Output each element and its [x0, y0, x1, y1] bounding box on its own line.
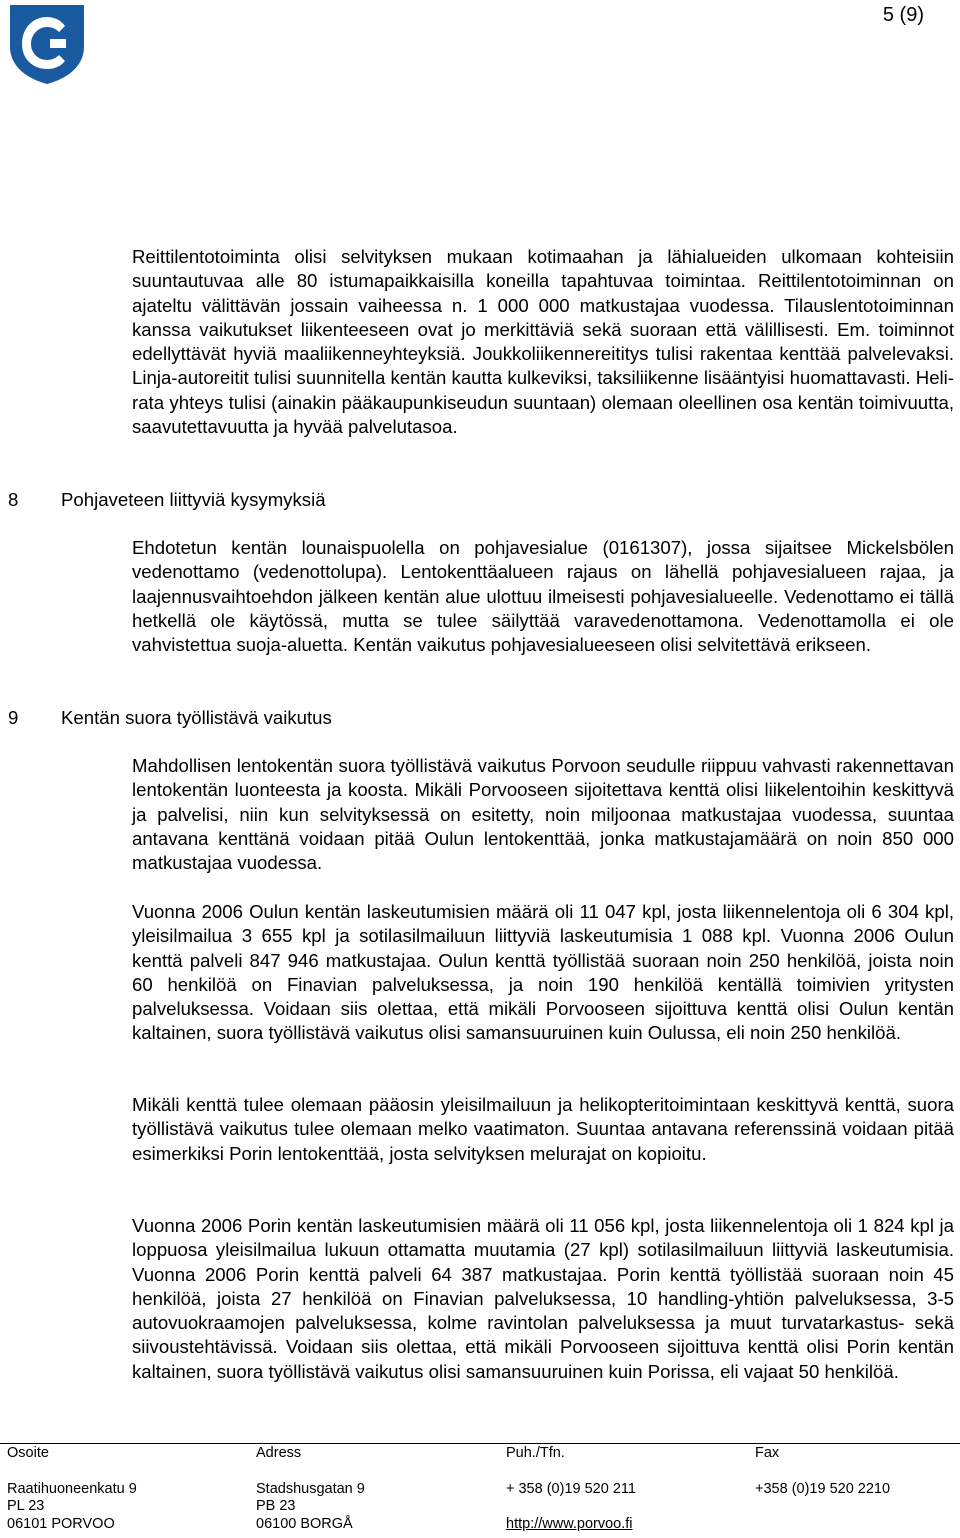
- document-header: [506, 28, 929, 102]
- footer-fax: Fax +358 (0)19 520 2210: [755, 1445, 891, 1497]
- paragraph-traffic: Reittilentotoiminta olisi selvityksen mukaan kotimaahan ja lähialueiden ulkomaan kohteisiin suuntautuvaa alle 80 istumapaikkaisilla koneilla tapahtuvaa toimintaa. Reittilentotoiminnan on ajateltu välittävän jossain vaiheessa n. 1 000 000 matkustajaa vuodessa. Tilauslentotoiminnan kanssa vaikutukset liikenteeseen ovat jo merkittäviä sekä suoraan että välillisesti. Em. toiminnot edellyttävät hyviä maaliikenneyhteyksiä. Joukkoliikennereititys tulisi rakentaa kenttää palvelevaksi. Linja-autoreitit tulisi suunnitella kentän kautta kulkeviksi, taksiliikenne lisääntyisi huomattavasti. Heli-rata yhteys tulisi (ainakin pääkaupunkiseudun suuntaan) olemaan oleellinen osa kentän toimivuutta, saavutettavuutta ja hyvää palvelutasoa.: [132, 246, 954, 438]
- paragraph-oulu: Vuonna 2006 Oulun kentän laskeutumisien määrä oli 11 047 kpl, josta liikennelentoja oli 6 304 kpl, yleisilmailua 3 655 kpl ja sotilasilmailuun liittyviä laskeutumisia 1 088 kpl. Vuonna 2006 Oulun kenttä palveli 847 946 matkustajaa. Oulun kenttä työllistää suoraan noin 250 henkilöä, joista noin 60 henkilöä on Finavian palveluksessa, ja noin 190 henkilöä kentällä toimivien yritysten palveluksessa. Voidaan siis olettaa, että mikäli Porvooseen sijoittuva kenttä olisi Oulun kentän kaltainen, suora työllistävä vaikutus olisi samansuuruinen kuin Oulussa, eli noin 250 henkilöä.: [132, 901, 954, 1044]
- section-number: 9: [8, 707, 19, 728]
- document-title: Lentokenttätyöryhmän lausuntoehdotus: [506, 29, 889, 51]
- footer-phone: Puh./Tfn. + 358 (0)19 520 211 http://www.porvoo.fi: [506, 1445, 636, 1532]
- footer-address-fi: Osoite Raatihuoneenkatu 9 PL 23 06101 PORVOO: [7, 1445, 137, 1532]
- paragraph-pori: Vuonna 2006 Porin kentän laskeutumisien määrä oli 11 056 kpl, josta liikennelentoja oli 1 824 kpl ja loppuosa yleisilmailua lukuun ottamatta muutamia (27 kpl) sotilasilmailuun liittyviä laskeutumisia. Vuonna 2006 Porin kenttä palveli 64 387 matkustajaa. Porin kenttä työllistää suoraan noin 45 henkilöä, joista 27 henkilöä on Finavian palveluksessa, 10 handling-yhtiön palveluksessa, 3-5 autovuokraamojen palveluksessa, kolme ravintolan palveluksessa ja muut turvatarkastus- sekä siivoustehtävissä. Voidaan siis olettaa, että mikäli Porvooseen sijoittuva kenttä olisi Porin kentän kaltainen, suora työllistävä vaikutus olisi samansuuruinen kuin Porissa, eli vajaat 50 henkilöä.: [132, 1215, 954, 1382]
- organization-name: [110, 28, 270, 77]
- footer-label: Puh./Tfn.: [506, 1445, 565, 1461]
- section-8-heading: [8, 488, 326, 512]
- footer-label: Adress: [256, 1445, 302, 1461]
- org-name-sv: Borgå stad: [110, 53, 207, 76]
- footer-divider: [0, 1443, 960, 1444]
- paragraph-employment-intro: Mahdollisen lentokentän suora työllistävä vaikutus Porvoon seudulle riippuu vahvasti rakennettavan lentokentän luonteesta ja koosta. Mikäli Porvooseen sijoitettava kenttä olisi liikelentoihin keskittyvä ja palvelisi, niin kun selvityksessä on esitetty, noin miljoonaa matkustajaa vuodessa, suuntaa antavana kenttänä voidaan pitää Oulun lentokenttää, jonka matkustajamäärä on noin 850 000 matkustajaa vuodessa.: [132, 755, 954, 874]
- footer-address-sv: Adress Stadshusgatan 9 PB 23 06100 BORGÅ: [256, 1445, 365, 1532]
- porvoo-logo: [6, 3, 88, 85]
- page-footer: [0, 1443, 960, 1538]
- website-link[interactable]: http://www.porvoo.fi: [506, 1515, 633, 1532]
- paragraph-groundwater: Ehdotetun kentän lounaispuolella on pohjavesialue (0161307), jossa sijaitsee Mickelsbölen vedenottamo (vedenottolupa). Lentokenttäalueen rajaus on lähellä pohjavesialueen rajaa, ja laajennusvaihtoehdon jälkeen kentän alue ulottuu ilmeisesti pohjavesialueelle. Vedenottamo ei tällä hetkellä ole käytössä, mutta se tulee säilyttää varavedenottamona. Vedenottamolla ei ole vahvistettua suoja-aluetta. Kentän vaikutus pohjavesialueeseen olisi selvitettävä erikseen.: [132, 537, 954, 656]
- section-9-heading: [8, 706, 332, 730]
- footer-label: Fax: [755, 1445, 780, 1461]
- section-title: Kentän suora työllistävä vaikutus: [61, 707, 332, 728]
- section-title: Pohjaveteen liittyviä kysymyksiä: [61, 489, 326, 510]
- page-number: 5 (9): [882, 4, 924, 26]
- footer-label: Osoite: [7, 1445, 49, 1461]
- document-subtitle-2: ja kaupunginvaltuustossa 31.10.2007): [506, 78, 843, 100]
- paragraph-general-aviation: Mikäli kenttä tulee olemaan pääosin yleisilmailuun ja helikopteritoimintaan keskittyvä kenttä, suora työllistävä vaikutus tulee olemaan melko vaatimaton. Suuntaa antavana referenssinä voidaan pitää esimerkiksi Porin lentokenttää, josta selvityksen melurajat on kopioitu.: [132, 1094, 954, 1164]
- document-date: 15.10.2007: [506, 124, 607, 146]
- org-name-fi: Porvoon kaupunki: [110, 29, 271, 51]
- section-number: 8: [8, 489, 19, 510]
- document-subtitle-1: (Käsitellään kaupunginhallituksessa 22.10.2007: [506, 53, 929, 76]
